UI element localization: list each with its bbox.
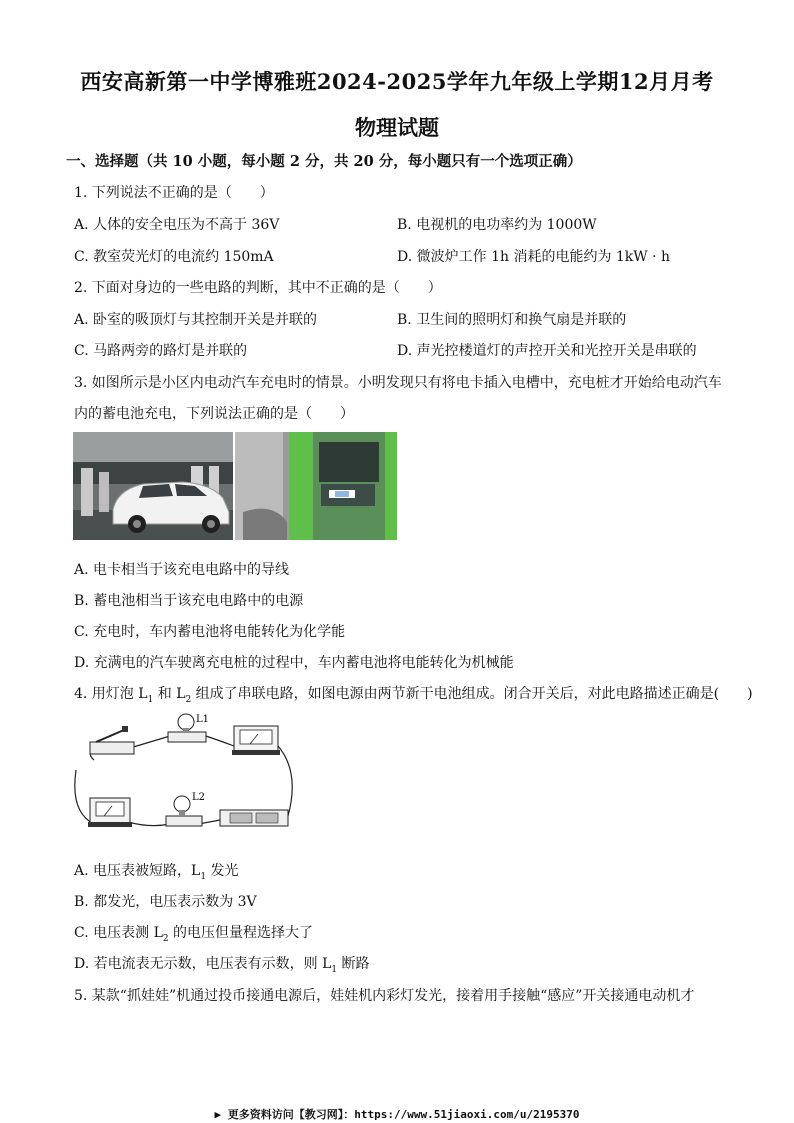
wire-ammeter-battery <box>278 746 292 816</box>
q2-option-c: C. 马路两旁的路灯是并联的 <box>74 343 248 359</box>
q4-option-c: C. 电压表测 $L_2$ 的电压但量程选择大了 <box>74 925 314 944</box>
q2-option-a: A. 卧室的吸顶灯与其控制开关是并联的 <box>74 312 318 328</box>
q3-option-a: A. 电卡相当于该充电电路中的导线 <box>74 562 290 578</box>
q1-option-b: B. 电视机的电功率约为 1000W <box>397 217 597 233</box>
wire-voltmeter-l2 <box>128 822 170 826</box>
q4-stem: 4. 用灯泡 $L_1$ 和 $L_2$ 组成了串联电路，如图电源由两节新干电池组成。闭合开关后，对此电路描述正确是( ) <box>74 686 753 705</box>
wire-switch-l1 <box>130 736 170 748</box>
q2-option-d: D. 声光控楼道灯的声控开关和光控开关是串联的 <box>397 343 697 359</box>
svg-text:L2: L2 <box>192 792 206 803</box>
q2-stem: 2. 下面对身边的一些电路的判断，其中不正确的是（ ） <box>74 280 442 296</box>
q1-stem: 1. 下列说法不正确的是（ ） <box>74 185 274 201</box>
q3-option-b: B. 蓄电池相当于该充电电路中的电源 <box>74 593 304 609</box>
exam-subtitle: 物理试题 <box>355 115 439 140</box>
ammeter-icon <box>232 726 280 755</box>
q4-option-b: B. 都发光，电压表示数为 3V <box>74 894 257 910</box>
voltmeter-icon <box>88 798 132 827</box>
garage-photo <box>73 432 233 540</box>
q4-option-a: A. 电压表被短路，$L_1$ 发光 <box>74 863 239 882</box>
svg-text:L1: L1 <box>196 714 210 725</box>
q1-option-d: D. 微波炉工作 1h 消耗的电能约为 1kW · h <box>397 249 671 265</box>
footer-link[interactable]: ▶ 更多资料访问【教习网】：https://www.51jiaoxi.com/u/2195370 <box>214 1108 580 1121</box>
section-heading: 一、选择题（共 10 小题，每小题 2 分，共 20 分，每小题只有一个选项正确） <box>66 153 582 170</box>
q1-option-a: A. 人体的安全电压为不高于 36V <box>74 217 280 233</box>
q3-option-c: C. 充电时，车内蓄电池将电能转化为化学能 <box>74 624 346 640</box>
bulb-l2-icon <box>166 792 205 826</box>
q3-option-d: D. 充满电的汽车驶离充电桩的过程中，车内蓄电池将电能转化为机械能 <box>74 655 514 671</box>
exam-title: 西安高新第一中学博雅班2024-2025学年九年级上学期12月月考 <box>80 69 714 94</box>
bulb-l1-icon <box>168 714 209 742</box>
q3-stem-line2: 内的蓄电池充电，下列说法正确的是（ ） <box>74 406 354 422</box>
switch-icon <box>90 726 134 754</box>
circuit-diagram <box>70 712 302 838</box>
battery-icon <box>220 810 288 826</box>
q5-stem: 5. 某款“抓娃娃”机通过投币接通电源后，娃娃机内彩灯发光，接着用手接触“感应”开关接通电动机才 <box>74 988 695 1004</box>
q2-option-b: B. 卫生间的照明灯和换气扇是并联的 <box>397 312 627 328</box>
charging-photo <box>73 432 397 540</box>
q1-option-c: C. 教室荧光灯的电流约 150mA <box>74 249 274 265</box>
q4-option-d: D. 若电流表无示数，电压表有示数，则 $L_1$ 断路 <box>74 956 370 975</box>
q3-stem-line1: 3. 如图所示是小区内电动汽车充电时的情景。小明发现只有将电卡插入电槽中，充电桩才开始给电动汽车 <box>74 375 722 391</box>
charger-photo <box>235 432 397 540</box>
